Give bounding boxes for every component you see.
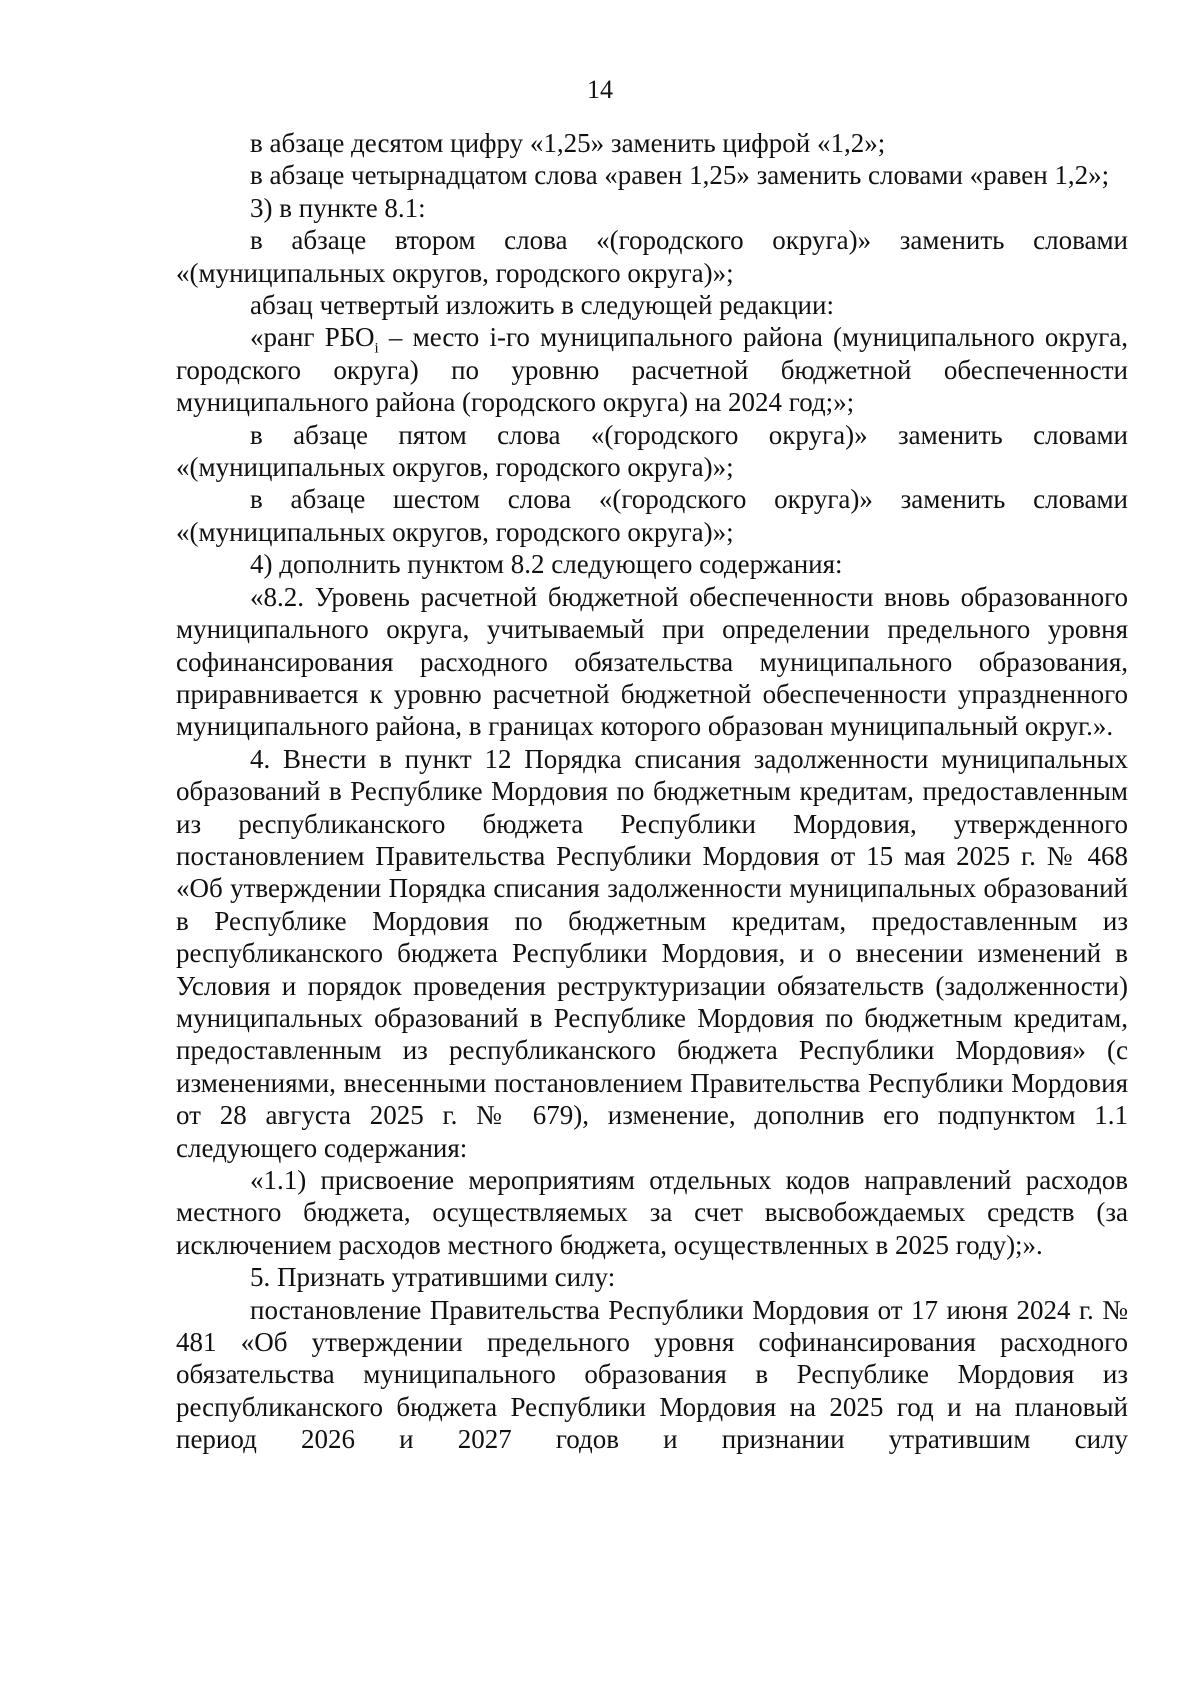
- paragraph-formula: [176, 321, 1128, 418]
- paragraph: «1.1) присвоение мероприятиям отдельных кодов направлений расходов местного бюджета, осуществляемых за счет высвобождаемых средств (за исключением расходов местного бюджета, осуществленных в 2025 году);».: [176, 1165, 1128, 1260]
- formula-text-start: «ранг РБО: [250, 322, 375, 353]
- paragraph: в абзаце четырнадцатом слова «равен 1,25» заменить словами «равен 1,2»;: [250, 160, 1110, 191]
- paragraph: постановление Правительства Республики Мордовия от 17 июня 2024 г. № 481 «Об утверждении предельного уровня софинансирования расходного обязательства муниципального образования в Республике Мордовия из республиканского бюджета Республики Мордовия на 2025 год и на плановый период 2026 и 2027 годов и признании утратившим силу: [176, 1294, 1128, 1455]
- paragraph: 4. Внести в пункт 12 Порядка списания задолженности муниципальных образований в Республике Мордовия по бюджетным кредитам, предоставленным из республиканского бюджета Республики Мордовия, утвержденного постановлением Правительства Республики Мордовия от 15 мая 2025 г. № 468 «Об утверждении Порядка списания задолженности муниципальных образований в Республике Мордовия по бюджетным кредитам, предоставленным из республиканского бюджета Республики Мордовия, и о внесении изменений в Условия и порядок проведения реструктуризации обязательств (задолженности) муниципальных образований в Республике Мордовия по бюджетным кредитам, предоставленным из республиканского бюджета Республики Мордовия» (с изменениями, внесенными постановлением Правительства Республики Мордовия от 28 августа 2025 г. № 679), изменение, дополнив его подпунктом 1.1 следующего содержания:: [176, 743, 1128, 1163]
- paragraph: в абзаце шестом слова «(городского округа)» заменить словами «(муниципальных округов, городского округа)»;: [176, 484, 1128, 547]
- paragraph: абзац четвертый изложить в следующей редакции:: [250, 290, 834, 321]
- formula-text-end: – место i-го муниципального района (муниципального округа, городского округа) по уровню расчетной бюджетной обеспеченности муниципального района (городского округа) на 2024 год;»;: [176, 322, 1129, 418]
- paragraph: в абзаце втором слова «(городского округа)» заменить словами «(муниципальных округов, городского округа)»;: [176, 225, 1128, 288]
- page-number: 14: [587, 75, 613, 104]
- paragraph: 3) в пункте 8.1:: [250, 192, 426, 223]
- paragraph: 4) дополнить пунктом 8.2 следующего содержания:: [250, 549, 843, 580]
- paragraph: «8.2. Уровень расчетной бюджетной обеспеченности вновь образованного муниципального округа, учитываемый при определении предельного уровня софинансирования расходного обязательства муниципального образования, приравнивается к уровню расчетной бюджетной обеспеченности упраздненного муниципального района, в границах которого образован муниципальный округ.».: [176, 581, 1128, 742]
- paragraph: в абзаце пятом слова «(городского округа)» заменить словами «(муниципальных округов, городского округа)»;: [176, 419, 1128, 483]
- document-body: [176, 127, 1128, 1456]
- formula-subscript: i: [374, 340, 379, 357]
- paragraph: 5. Признать утратившими силу:: [250, 1262, 616, 1293]
- paragraph: в абзаце десятом цифру «1,25» заменить цифрой «1,2»;: [250, 128, 886, 158]
